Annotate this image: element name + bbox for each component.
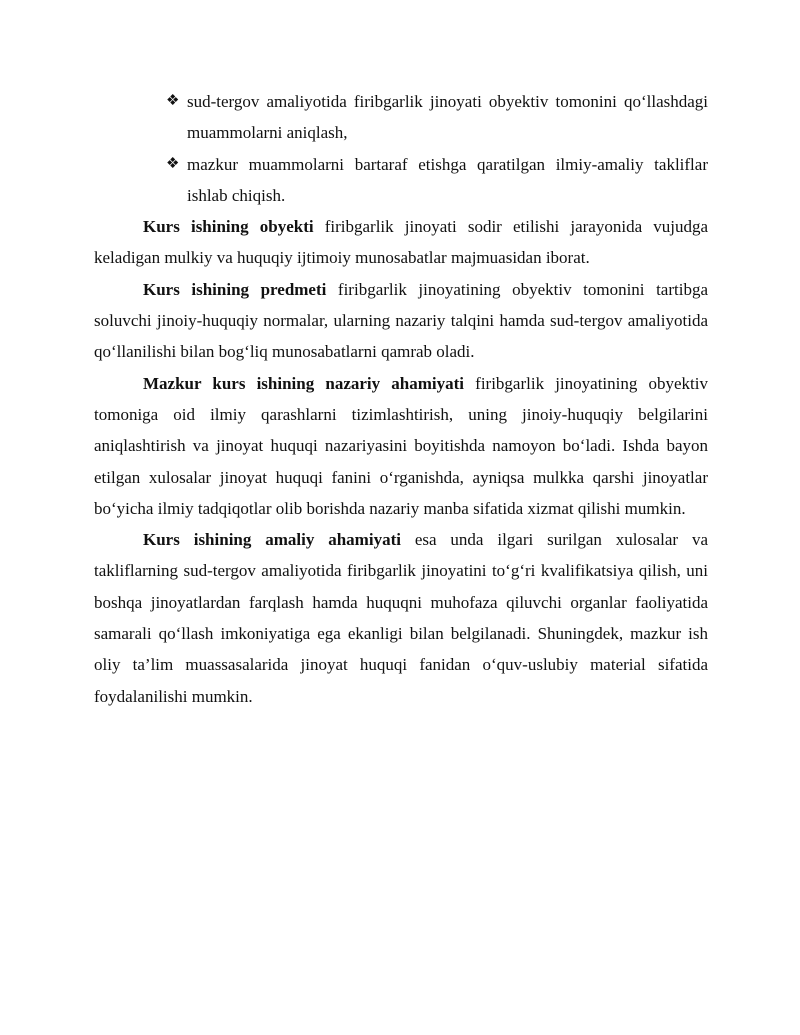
paragraph-text: firibgarlik jinoyatining obyektiv tomoniga oid ilmiy qarashlarni tizimlashtirish, uning jinoiy-huquqiy belgilarini aniqlashtirish va jinoyat huquqi nazariyasini boyitishda namoyon bo‘ladi. Ishda bayon etilgan xulosalar jinoyat huquqi fanini o‘rganishda, ayniqsa mulkka qarshi jinoyatlar bo‘yicha ilmiy tadqiqotlar olib borishda nazariy manba sifatida xizmat qilishi mumkin.: [94, 373, 709, 518]
list-item: [166, 86, 708, 149]
paragraph-lead: Kurs ishining amaliy ahamiyati: [143, 530, 401, 550]
diamond-bullet-icon: ❖: [166, 155, 180, 172]
paragraph-lead: Kurs ishining obyekti: [143, 217, 314, 237]
list-item: [166, 149, 708, 212]
paragraph-lead: Mazkur kurs ishining nazariy ahamiyati: [143, 373, 465, 393]
paragraph-theoretical-significance: [94, 368, 708, 524]
paragraph-text: firibgarlik jinoyatining obyektiv tomonini tartibga soluvchi jinoiy-huquqiy normalar, ularning nazariy talqini hamda sud-tergov amaliyotida qo‘llanilishi bilan bog‘liq munosabatlarni qamrab oladi.: [94, 279, 708, 362]
paragraph-text: esa unda ilgari surilgan xulosalar va takliflarning sud-tergov amaliyotida firibgarlik jinoyatini to‘g‘ri kvalifikatsiya qilish, uni boshqa jinoyatlardan farqlash hamda huquqni muhofaza qiluvchi organlar faoliyatida samarali qo‘llash imkoniyatiga ega ekanligi bilan belgilanadi. Shuningdek, mazkur ish oliy ta’lim muassasalarida jinoyat huquqi fanidan o‘quv-uslubiy material sifatida foydalanilishi mumkin.: [94, 530, 708, 706]
document-page: [94, 86, 708, 712]
paragraph-practical-significance: [94, 524, 708, 712]
bullet-text: mazkur muammolarni bartaraf etishga qaratilgan ilmiy-amaliy takliflar ishlab chiqish.: [187, 154, 708, 205]
bullet-list: [94, 86, 708, 211]
paragraph-text: firibgarlik jinoyati sodir etilishi jarayonida vujudga keladigan mulkiy va huquqiy ijtimoiy munosabatlar majmuasidan iborat.: [94, 217, 709, 268]
paragraph-lead: Kurs ishining predmeti: [143, 279, 327, 299]
paragraph-object: [94, 211, 708, 274]
paragraph-subject: [94, 274, 708, 368]
bullet-text: sud-tergov amaliyotida firibgarlik jinoyati obyektiv tomonini qo‘llashdagi muammolarni aniqlash,: [187, 92, 708, 143]
diamond-bullet-icon: ❖: [166, 93, 180, 109]
